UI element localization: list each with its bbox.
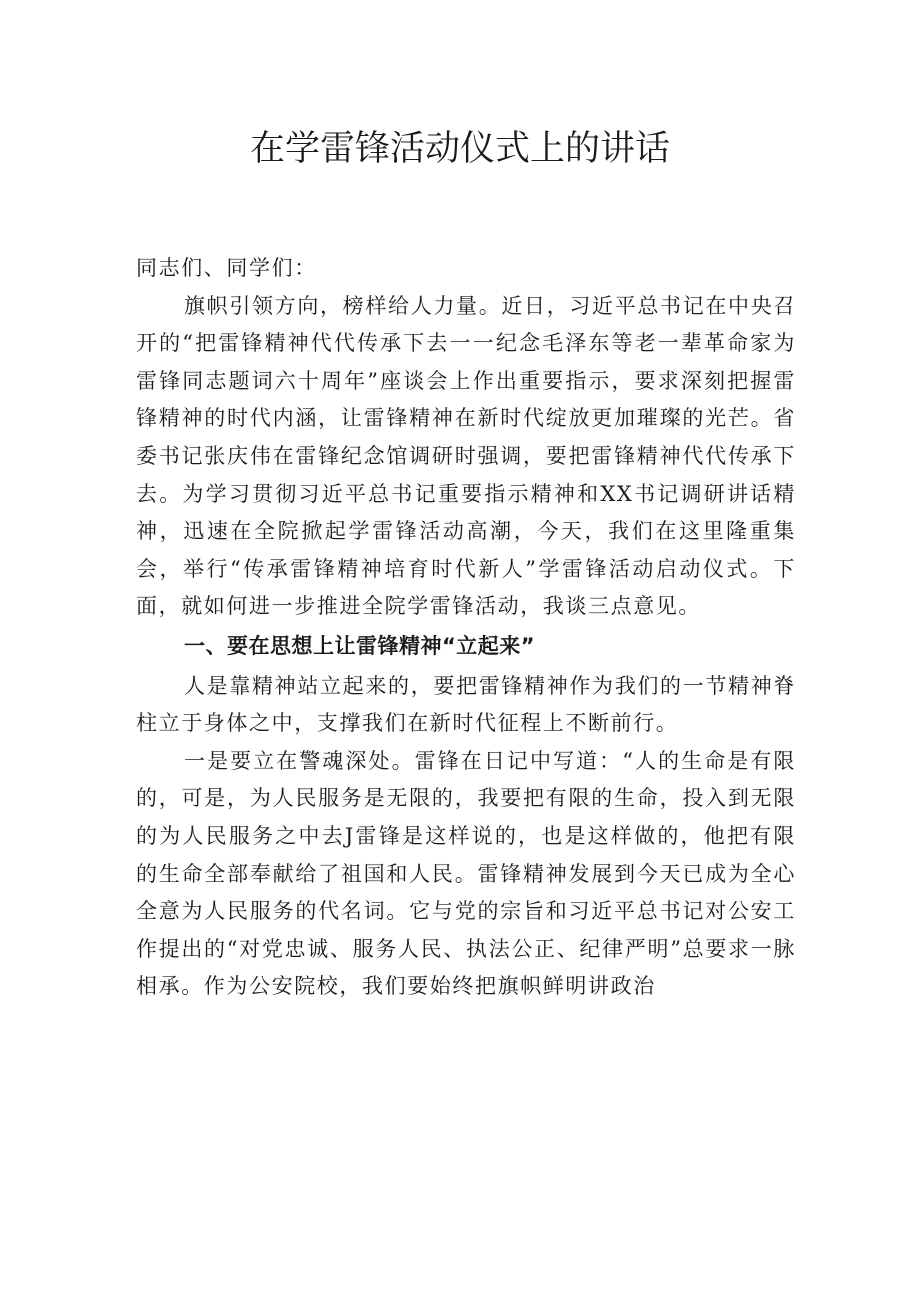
section1-paragraph: 人是靠精神站立起来的，要把雷锋精神作为我们的一节精神脊柱立于身体之中，支撑我们在新时代征程上不断前行。 (136, 673, 796, 736)
document-title: 在学雷锋活动仪式上的讲话 (249, 129, 670, 169)
salutation: 同志们、同学们： (136, 256, 317, 280)
section1-paragraph: 一是要立在警魂深处。雷锋在日记中写道：“人的生命是有限的，可是，为人民服务是无限的，我要把有限的生命，投入到无限的为人民服务之中去J雷锋是这样说的，也是这样做的，他把有限的生命全部奉献给了祖国和人民。雷锋精神发展到今天已成为全心全意为人民服务的代名词。它与党的宗旨和习近平总书记对公安工作提出的“对党忠诚、服务人民、执法公正、纪律严明”总要求一脉相承。作为公安院校，我们要始终把旗帜鲜明讲政治 (136, 748, 796, 999)
section-heading-1: 一、要在思想上让雷锋精神“立起来” (184, 633, 536, 658)
intro-paragraph: 旗帜引领方向，榜样给人力量。近日，习近平总书记在中央召开的“把雷锋精神代代传承下去一一纪念毛泽东等老一辈革命家为雷锋同志题词六十周年”座谈会上作出重要指示，要求深刻把握雷锋精神的时代内涵，让雷锋精神在新时代绽放更加璀璨的光芒。省委书记张庆伟在雷锋纪念馆调研时强调，要把雷锋精神代代传承下去。为学习贯彻习近平总书记重要指示精神和XX书记调研讲话精神，迅速在全院掀起学雷锋活动高潮，今天，我们在这里隆重集会，举行“传承雷锋精神培育时代新人”学雷锋活动启动仪式。下面，就如何进一步推进全院学雷锋活动，我谈三点意见。 (136, 293, 796, 619)
document-body (136, 250, 796, 1006)
